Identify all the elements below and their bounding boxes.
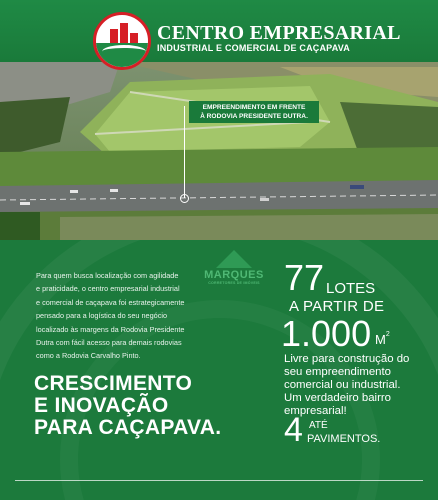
description-line: e praticidade, o centro empresarial industrial — [36, 284, 180, 294]
aerial-photo — [0, 62, 438, 240]
area-unit-letter: M — [375, 332, 386, 347]
offer-description-line: comercial ou industrial. — [284, 379, 401, 391]
location-pin-icon — [180, 194, 189, 203]
house-roof-icon — [216, 250, 252, 268]
offer-description-line: Um verdadeiro bairro — [284, 392, 391, 404]
area-unit-sup: 2 — [385, 331, 390, 338]
area-unit — [375, 332, 390, 347]
floors-prefix: ATÉ — [309, 420, 328, 431]
lot-size: 1.000 — [281, 313, 372, 354]
description-line: localizado às margens da Rodovia Presidente — [36, 324, 185, 334]
realtor-name: MARQUES — [204, 269, 264, 281]
description-line: Dutra com fácil acesso para demais rodovias — [36, 338, 182, 348]
from-label: A PARTIR DE — [289, 298, 385, 315]
offer-description-line: Livre para construção do — [284, 353, 410, 365]
location-pin-line — [184, 106, 185, 198]
footer-divider — [15, 480, 423, 481]
header-band — [0, 0, 438, 62]
offer-description-line: seu empreendimento — [284, 366, 392, 378]
lots-label: LOTES — [326, 280, 376, 297]
description-line: e comercial de caçapava foi estrategicamente — [36, 297, 185, 307]
brand-title: CENTRO EMPRESARIAL — [157, 22, 401, 44]
description-line: como a Rodovia Carvalho Pinto. — [36, 351, 141, 361]
realtor-tagline: CORRETORES DE IMÓVEIS — [208, 281, 260, 285]
headline-line: PARA CAÇAPAVA. — [34, 416, 222, 439]
lots-count: 77 — [284, 257, 325, 298]
callout-line: À RODOVIA PRESIDENTE DUTRA. — [200, 113, 308, 120]
location-callout — [189, 101, 319, 123]
offer-description — [284, 353, 434, 418]
description-line: pensado para a logística do seu negócio — [36, 311, 168, 321]
brand-subtitle: INDUSTRIAL E COMERCIAL DE CAÇAPAVA — [157, 43, 350, 53]
building-logo-icon — [93, 12, 151, 70]
headline — [34, 373, 221, 439]
headline-line: E INOVAÇÃO — [34, 394, 169, 417]
headline-line: CRESCIMENTO — [34, 372, 193, 395]
info-section — [0, 240, 438, 500]
description-paragraph — [36, 269, 206, 363]
aerial-illustration — [0, 62, 438, 240]
offer-description-line: empresarial! — [284, 405, 347, 417]
floors-label: PAVIMENTOS. — [307, 433, 381, 445]
callout-line: EMPREENDIMENTO EM FRENTE — [202, 104, 306, 111]
realtor-logo — [198, 250, 270, 285]
description-line: Para quem busca localização com agilidade — [36, 271, 179, 280]
floors-count: 4 — [284, 411, 303, 449]
